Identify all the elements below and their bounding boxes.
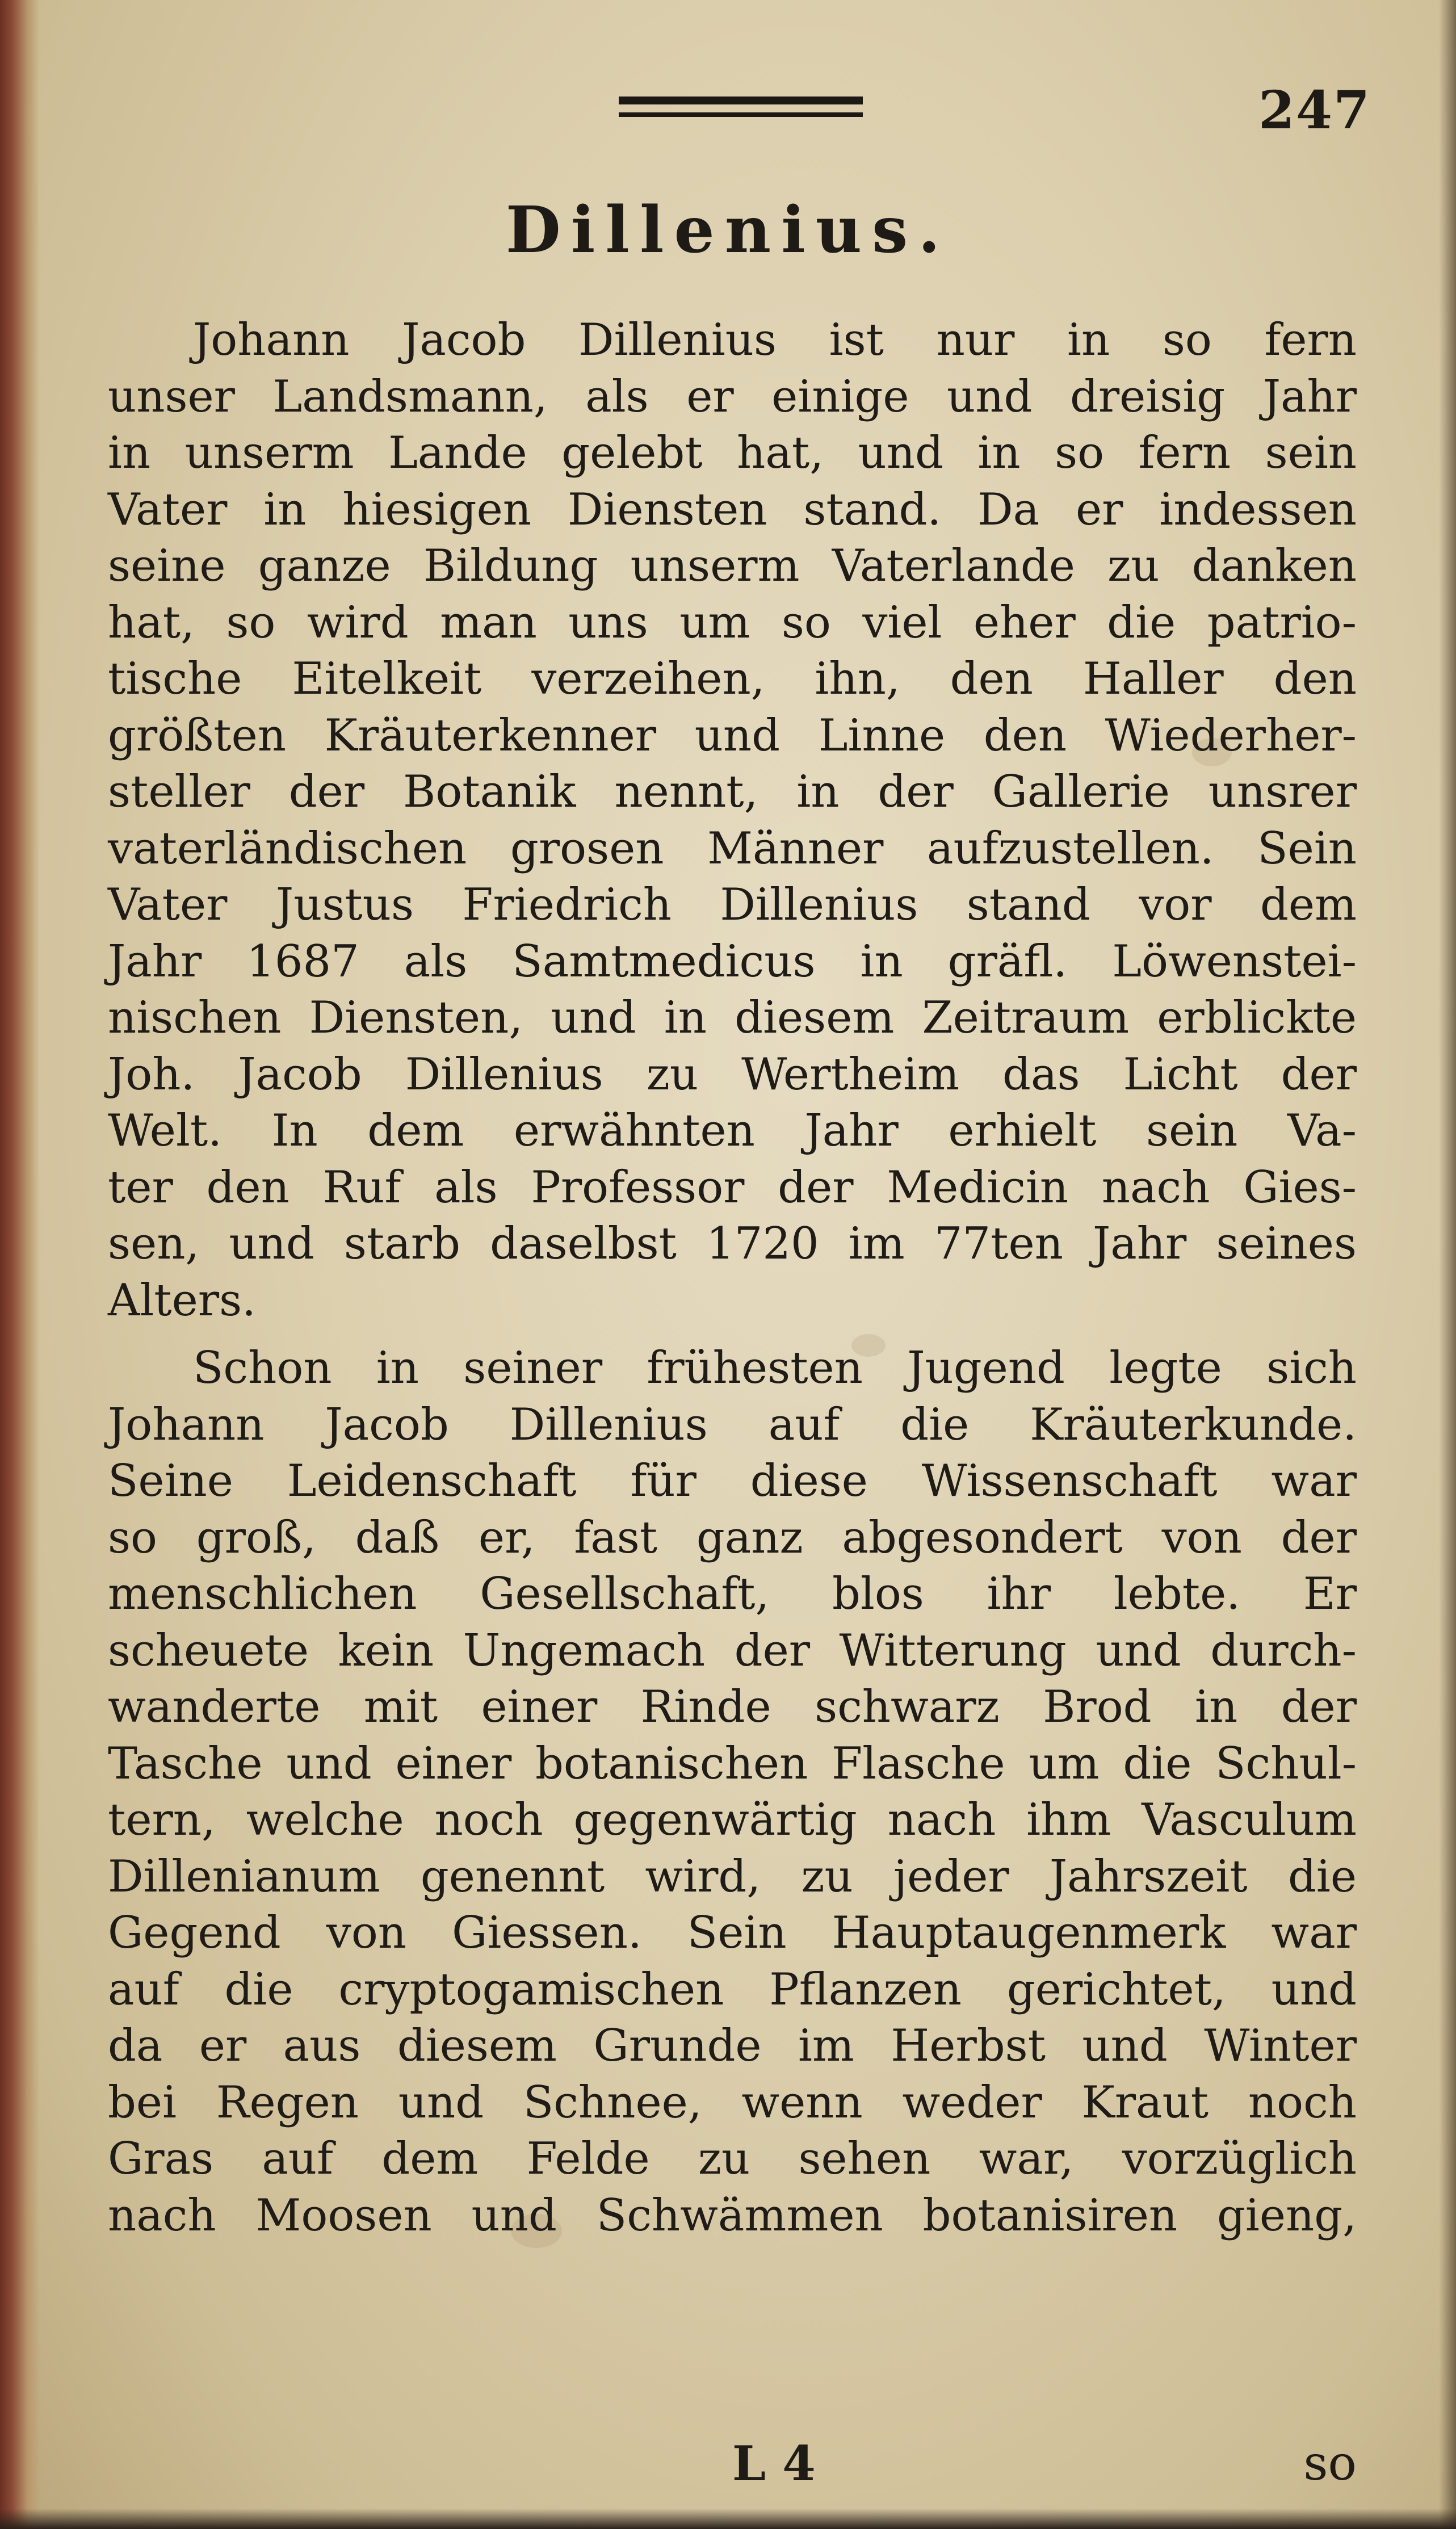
- page-spine-edge: [0, 0, 40, 2529]
- page-bottom-edge: [0, 2509, 1456, 2529]
- text-line: wanderte mit einer Rinde schwarz Brod in der: [108, 1681, 1357, 1733]
- text-line: Vater in hiesigen Diensten stand. Da er indessen: [108, 484, 1357, 535]
- text-line: menschlichen Gesellschaft, blos ihr lebte. Er: [108, 1568, 1357, 1620]
- header-rule-thin: [619, 112, 863, 117]
- page-right-edge: [1439, 0, 1456, 2529]
- text-line: ter den Ruf als Professor der Medicin nach Gies-: [108, 1161, 1357, 1213]
- text-line: nach Moosen und Schwämmen botanisiren gieng,: [108, 2190, 1357, 2241]
- text-line: steller der Botanik nennt, in der Gallerie unsrer: [108, 766, 1357, 817]
- text-line: da er aus diesem Grunde im Herbst und Winter: [108, 2020, 1357, 2071]
- paragraph-2: [108, 1340, 1357, 2244]
- page-title: Dillenius.: [505, 193, 951, 267]
- body-text: [108, 312, 1357, 2244]
- text-line: scheuete kein Ungemach der Witterung und durch-: [108, 1625, 1357, 1676]
- text-line: Schon in seiner frühesten Jugend legte sich: [193, 1343, 1357, 1394]
- text-line: Welt. In dem erwähnten Jahr erhielt sein Va-: [108, 1105, 1357, 1156]
- text-line: tern, welche noch gegenwärtig nach ihm Vasculum: [108, 1794, 1357, 1846]
- text-line: Johann Jacob Dillenius auf die Kräuterkunde.: [108, 1399, 1357, 1450]
- text-line: Gegend von Giessen. Sein Hauptaugenmerk war: [108, 1907, 1357, 1958]
- text-line: Vater Justus Friedrich Dillenius stand vor dem: [108, 879, 1357, 930]
- text-line: so groß, daß er, fast ganz abgesondert von der: [108, 1512, 1357, 1563]
- text-line: Alters.: [108, 1274, 256, 1326]
- header-rule-thick: [619, 97, 863, 104]
- text-line: Johann Jacob Dillenius ist nur in so fern: [193, 314, 1357, 366]
- signature-mark: L 4: [732, 2435, 816, 2492]
- text-line: vaterländischen grosen Männer aufzustellen. Sein: [108, 823, 1357, 874]
- paragraph-1: [108, 312, 1357, 1329]
- text-line: Tasche und einer botanischen Flasche um die Schul-: [108, 1738, 1357, 1789]
- text-line: unser Landsmann, als er einige und dreisig Jahr: [108, 371, 1357, 422]
- catchword: so: [1303, 2435, 1357, 2491]
- text-line: bei Regen und Schnee, wenn weder Kraut noch: [108, 2077, 1357, 2128]
- text-line: Gras auf dem Felde zu sehen war, vorzüglich: [108, 2133, 1357, 2184]
- text-line: tische Eitelkeit verzeihen, ihn, den Haller den: [108, 653, 1357, 704]
- text-line: Dillenianum genennt wird, zu jeder Jahrszeit die: [108, 1851, 1357, 1902]
- text-line: sen, und starb daselbst 1720 im 77ten Jahr seines: [108, 1218, 1357, 1269]
- text-line: hat, so wird man uns um so viel eher die patrio-: [108, 597, 1357, 648]
- text-line: Joh. Jacob Dillenius zu Wertheim das Licht der: [108, 1048, 1357, 1100]
- text-line: Seine Leidenschaft für diese Wissenschaft war: [108, 1456, 1357, 1507]
- text-line: Jahr 1687 als Samtmedicus in gräfl. Löwenstei-: [108, 936, 1357, 987]
- text-line: nischen Diensten, und in diesem Zeitraum erblickte: [108, 992, 1357, 1043]
- text-line: auf die cryptogamischen Pflanzen gerichtet, und: [108, 1964, 1357, 2015]
- text-line: in unserm Lande gelebt hat, und in so fern sein: [108, 427, 1357, 479]
- text-line: größten Kräuterkenner und Linne den Wiederher-: [108, 710, 1357, 761]
- page-number: 247: [1258, 79, 1371, 141]
- text-line: seine ganze Bildung unserm Vaterlande zu danken: [108, 540, 1357, 592]
